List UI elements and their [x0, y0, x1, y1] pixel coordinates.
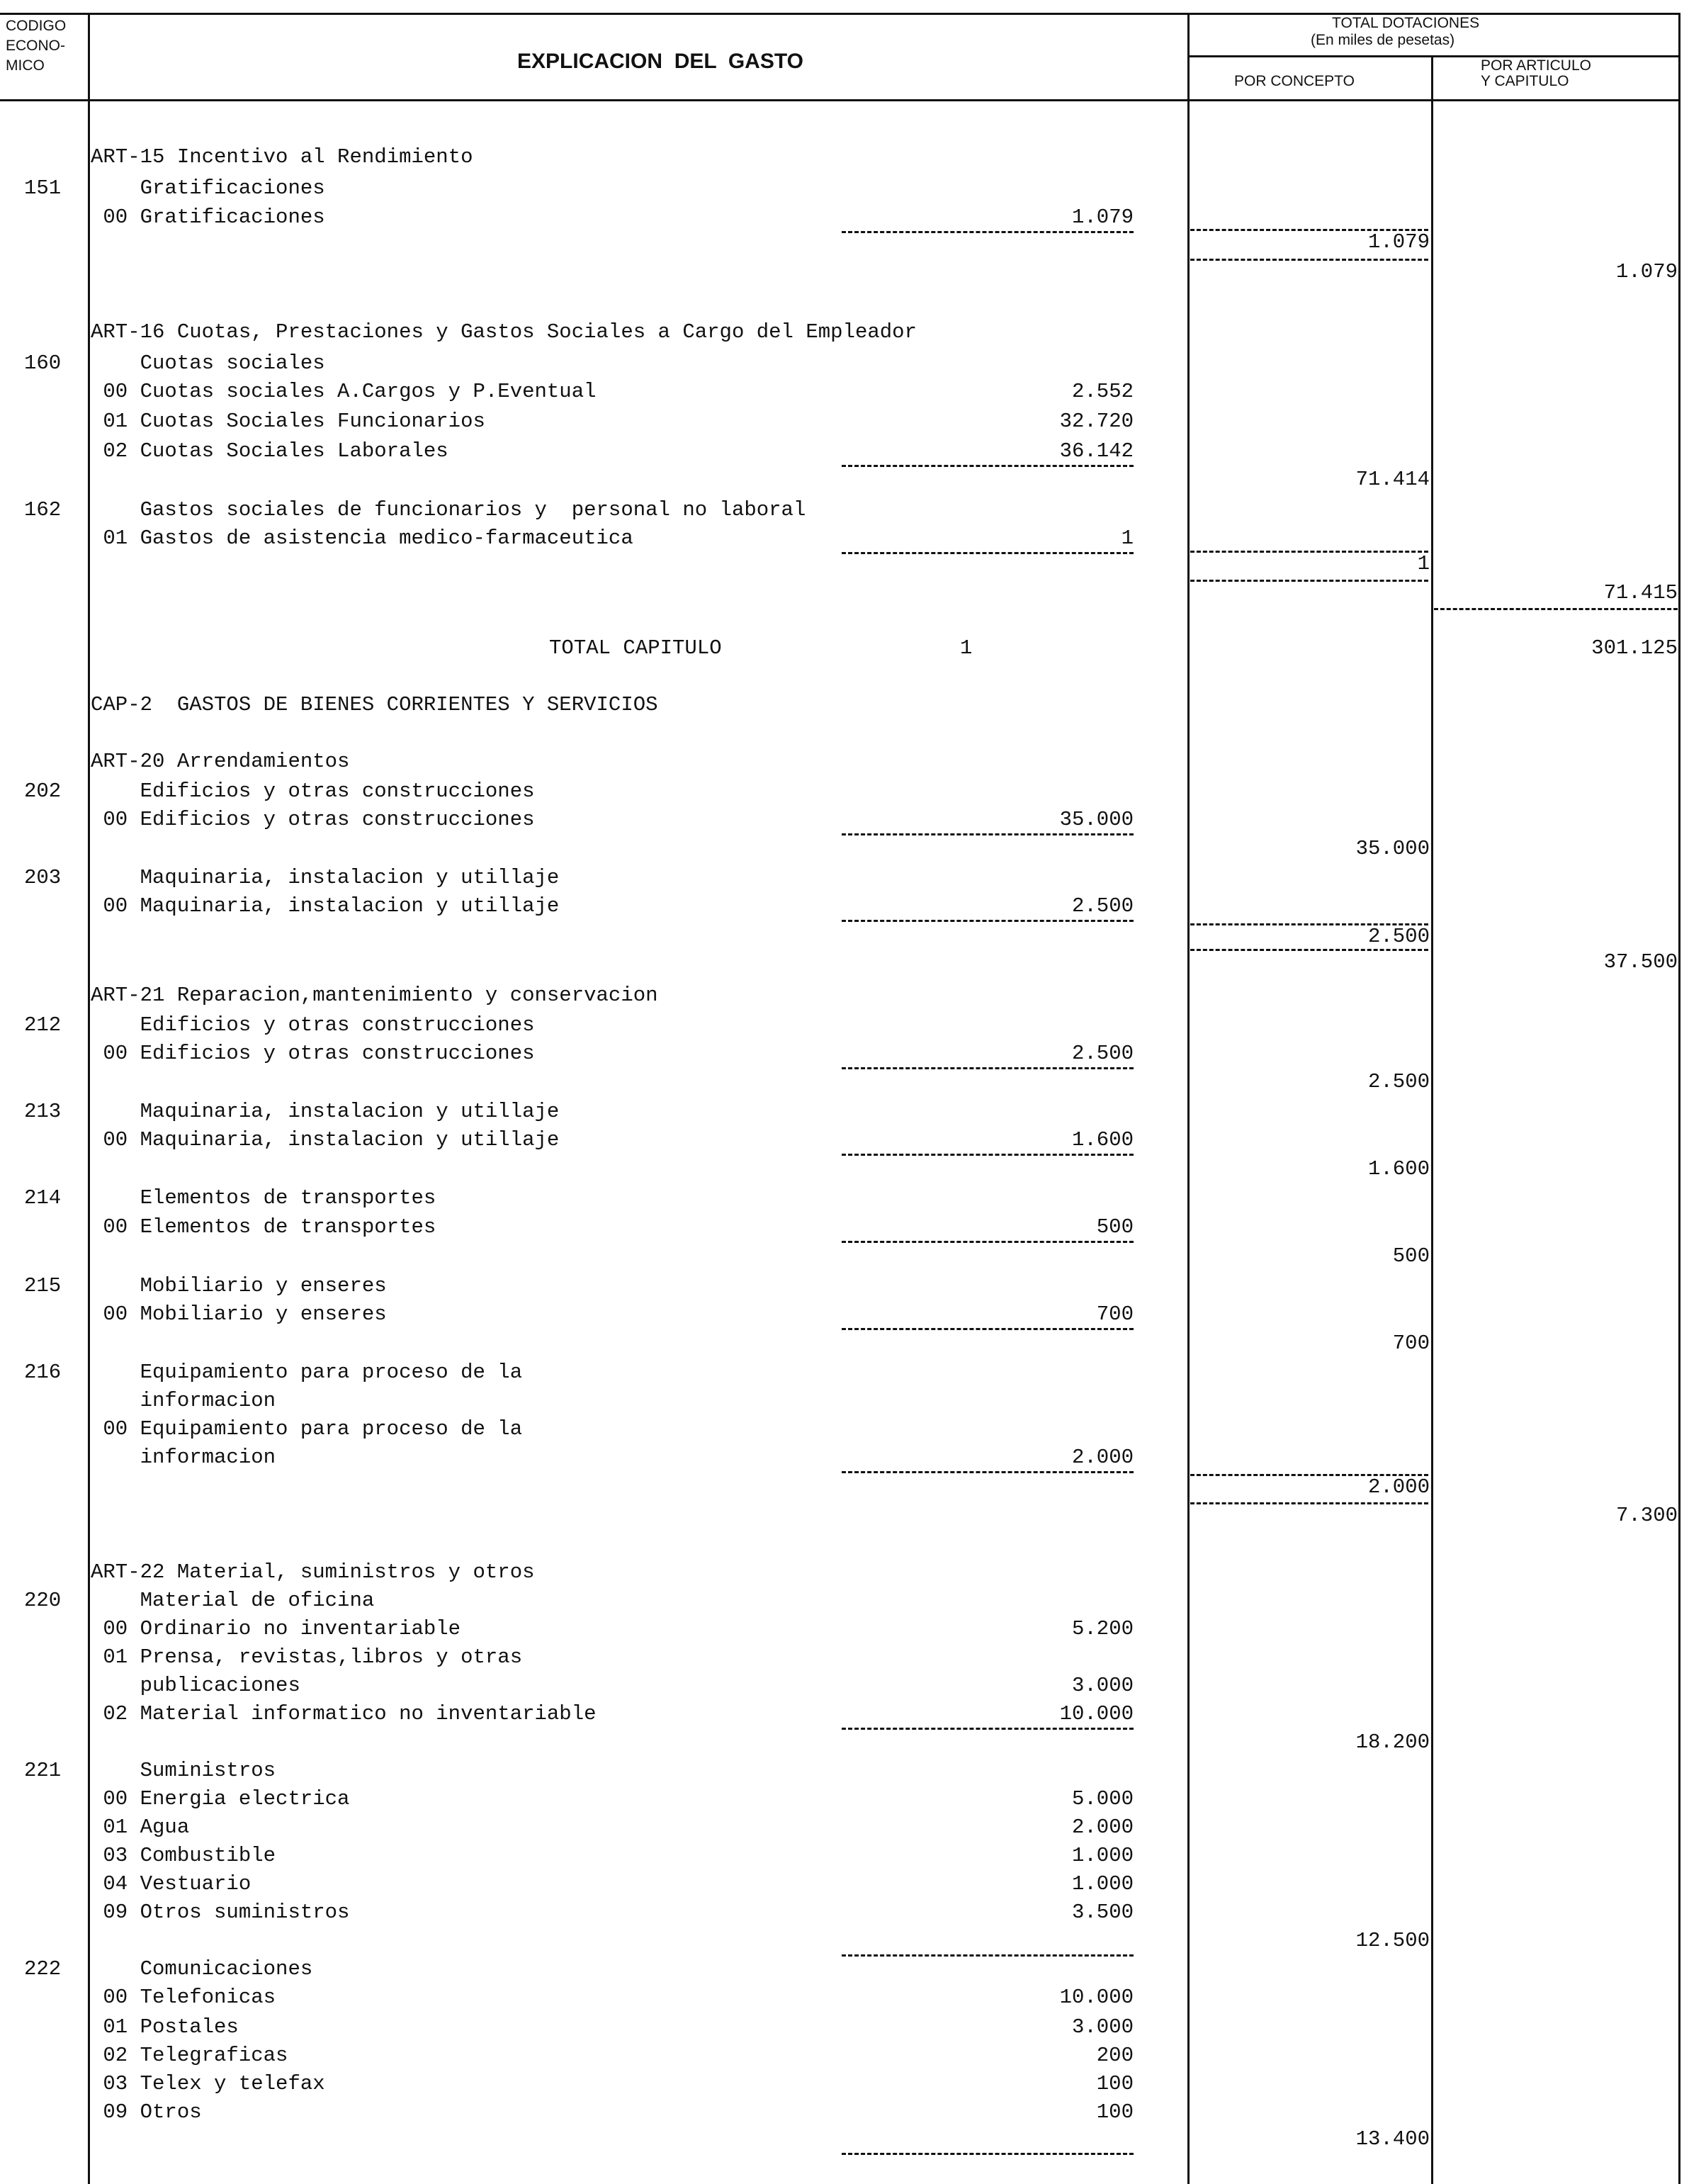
line-amount: 2.000 [1071, 1816, 1134, 1839]
budget-line-text: Comunicaciones [91, 1957, 313, 1981]
concepto-total: 1.600 [1367, 1157, 1430, 1181]
header-top-rule [0, 13, 1680, 15]
budget-line-text: 00 Maquinaria, instalacion y utillaje [91, 894, 560, 918]
budget-line-text: 01 Cuotas Sociales Funcionarios [91, 410, 485, 433]
subtotal-dash-rule [842, 1728, 1134, 1730]
subtotal-dash-rule [842, 465, 1134, 467]
budget-line-text: Elementos de transportes [91, 1186, 436, 1210]
line-amount: 36.142 [1059, 439, 1134, 463]
concepto-total: 71.414 [1355, 468, 1430, 491]
concepto-total: 2.000 [1367, 1475, 1430, 1499]
concepto-dash-rule [1190, 259, 1428, 261]
concepto-dash-rule [1190, 949, 1428, 951]
concepto-total: 700 [1392, 1332, 1430, 1355]
right-border-line [1678, 13, 1680, 2184]
line-amount: 5.000 [1071, 1787, 1134, 1811]
budget-code: 160 [24, 351, 62, 375]
totals-title: TOTAL DOTACIONES [1332, 15, 1480, 31]
budget-line-text: Maquinaria, instalacion y utillaje [91, 866, 560, 889]
articulo-total: 1.079 [1615, 260, 1678, 283]
concepto-total: 35.000 [1355, 837, 1430, 860]
concepto-dash-rule [1190, 1474, 1428, 1476]
chapter-total-label: TOTAL CAPITULO [549, 636, 722, 660]
budget-line-text: ART-22 Material, suministros y otros [91, 1560, 535, 1584]
articulo-dash-rule [1434, 608, 1678, 610]
budget-line-text: 00 Ordinario no inventariable [91, 1617, 461, 1640]
code-column-header-1: CODIGO [6, 18, 67, 34]
concepto-total: 1 [1417, 552, 1430, 575]
budget-line-text: 00 Energia electrica [91, 1787, 350, 1811]
budget-line-text: 00 Cuotas sociales A.Cargos y P.Eventual [91, 380, 597, 403]
subtotal-dash-rule [842, 1471, 1134, 1473]
budget-line-text: Gratificaciones [91, 176, 325, 200]
budget-line-text: Edificios y otras construcciones [91, 1013, 535, 1037]
line-amount: 2.500 [1071, 1042, 1134, 1065]
budget-code: 221 [24, 1759, 62, 1782]
subtotal-dash-rule [842, 552, 1134, 554]
concepto-dash-rule [1190, 923, 1428, 925]
code-column-header-3: MICO [6, 57, 45, 74]
concepto-total: 1.079 [1367, 230, 1430, 254]
budget-line-text: ART-16 Cuotas, Prestaciones y Gastos Sociales a Cargo del Empleador [91, 320, 917, 344]
line-amount: 10.000 [1059, 1986, 1134, 2009]
subtotal-dash-rule [842, 231, 1134, 233]
subtotal-dash-rule [842, 1241, 1134, 1243]
totals-divider-rule [1187, 55, 1680, 57]
line-amount: 1.000 [1071, 1872, 1134, 1896]
budget-line-text: CAP-2 GASTOS DE BIENES CORRIENTES Y SERVICIOS [91, 693, 658, 716]
budget-line-text: 03 Combustible [91, 1844, 276, 1867]
code-column-header-2: ECONO- [6, 38, 65, 54]
budget-line-text: 01 Agua [91, 1816, 190, 1839]
budget-line-text: 09 Otros suministros [91, 1901, 350, 1924]
budget-line-text: Maquinaria, instalacion y utillaje [91, 1100, 560, 1123]
concepto-total: 13.400 [1355, 2127, 1430, 2151]
line-amount: 1 [1121, 527, 1134, 550]
line-amount: 2.500 [1071, 894, 1134, 918]
budget-code: 202 [24, 779, 62, 803]
line-amount: 5.200 [1071, 1617, 1134, 1640]
budget-line-text: 02 Cuotas Sociales Laborales [91, 439, 448, 463]
budget-line-text: 01 Gastos de asistencia medico-farmaceutica [91, 527, 633, 550]
budget-line-text: ART-20 Arrendamientos [91, 750, 350, 773]
budget-line-text: 00 Edificios y otras construcciones [91, 808, 535, 831]
budget-code: 222 [24, 1957, 62, 1981]
budget-line-text: 04 Vestuario [91, 1872, 252, 1896]
budget-line-text: 09 Otros [91, 2100, 202, 2124]
line-amount: 700 [1096, 1302, 1134, 1326]
explanation-column-line [1187, 13, 1190, 2184]
budget-line-text: 02 Material informatico no inventariable [91, 1702, 597, 1726]
concepto-total: 18.200 [1355, 1730, 1430, 1754]
line-amount: 3.000 [1071, 2015, 1134, 2039]
line-amount: 10.000 [1059, 1702, 1134, 1726]
budget-line-text: Mobiliario y enseres [91, 1274, 387, 1298]
subtotal-dash-rule [842, 1154, 1134, 1156]
line-amount: 3.500 [1071, 1901, 1134, 1924]
budget-line-text: 01 Prensa, revistas,libros y otras [91, 1645, 523, 1669]
line-amount: 1.600 [1071, 1128, 1134, 1152]
concepto-dash-rule [1190, 580, 1428, 582]
por-articulo-header-2: Y CAPITULO [1481, 73, 1569, 89]
budget-line-text: Material de oficina [91, 1589, 375, 1612]
line-amount: 1.079 [1071, 206, 1134, 229]
line-amount: 3.000 [1071, 1674, 1134, 1697]
line-amount: 100 [1096, 2100, 1134, 2124]
line-amount: 32.720 [1059, 410, 1134, 433]
budget-line-text: Edificios y otras construcciones [91, 779, 535, 803]
budget-line-text: Cuotas sociales [91, 351, 325, 375]
budget-code: 203 [24, 866, 62, 889]
articulo-total: 301.125 [1591, 636, 1678, 660]
concepto-column-line [1431, 55, 1433, 2184]
concepto-total: 2.500 [1367, 1070, 1430, 1093]
budget-code: 213 [24, 1100, 62, 1123]
concepto-dash-rule [1190, 1502, 1428, 1504]
budget-code: 212 [24, 1013, 62, 1037]
line-amount: 2.552 [1071, 380, 1134, 403]
code-column-line [88, 13, 90, 2184]
totals-subtitle: (En miles de pesetas) [1311, 32, 1455, 48]
subtotal-dash-rule [842, 2153, 1134, 2155]
budget-line-text: 02 Telegraficas [91, 2044, 288, 2067]
page-title: EXPLICACION DEL GASTO [517, 50, 803, 73]
line-amount: 500 [1096, 1215, 1134, 1239]
budget-line-text: publicaciones [91, 1674, 300, 1697]
budget-line-text: 00 Elementos de transportes [91, 1215, 436, 1239]
budget-line-text: ART-21 Reparacion,mantenimiento y conservacion [91, 984, 658, 1007]
articulo-total: 7.300 [1615, 1504, 1678, 1527]
budget-code: 220 [24, 1589, 62, 1612]
budget-line-text: 00 Maquinaria, instalacion y utillaje [91, 1128, 560, 1152]
subtotal-dash-rule [842, 920, 1134, 922]
budget-line-text: 00 Telefonicas [91, 1986, 276, 2009]
concepto-dash-rule [1190, 551, 1428, 553]
budget-line-text: Gastos sociales de funcionarios y personal no laboral [91, 498, 806, 522]
subtotal-dash-rule [842, 1328, 1134, 1330]
por-concepto-header: POR CONCEPTO [1234, 73, 1355, 89]
concepto-total: 12.500 [1355, 1929, 1430, 1952]
chapter-number: 1 [960, 636, 973, 660]
budget-line-text: 03 Telex y telefax [91, 2072, 325, 2095]
budget-line-text: 00 Mobiliario y enseres [91, 1302, 387, 1326]
subtotal-dash-rule [842, 1067, 1134, 1069]
budget-line-text: 00 Equipamiento para proceso de la [91, 1417, 523, 1441]
budget-code: 214 [24, 1186, 62, 1210]
budget-line-text: ART-15 Incentivo al Rendimiento [91, 145, 473, 169]
por-articulo-header-1: POR ARTICULO [1481, 57, 1591, 74]
budget-line-text: informacion [91, 1389, 276, 1412]
header-bottom-rule [0, 99, 1680, 101]
concepto-total: 2.500 [1367, 925, 1430, 948]
budget-line-text: 00 Edificios y otras construcciones [91, 1042, 535, 1065]
line-amount: 35.000 [1059, 808, 1134, 831]
budget-code: 215 [24, 1274, 62, 1298]
subtotal-dash-rule [842, 833, 1134, 835]
articulo-total: 71.415 [1603, 581, 1678, 604]
line-amount: 1.000 [1071, 1844, 1134, 1867]
budget-code: 151 [24, 176, 62, 200]
concepto-dash-rule [1190, 229, 1428, 231]
line-amount: 200 [1096, 2044, 1134, 2067]
budget-line-text: 01 Postales [91, 2015, 239, 2039]
concepto-total: 500 [1392, 1244, 1430, 1268]
line-amount: 2.000 [1071, 1446, 1134, 1469]
budget-line-text: 00 Gratificaciones [91, 206, 325, 229]
budget-line-text: Suministros [91, 1759, 276, 1782]
subtotal-dash-rule [842, 1954, 1134, 1957]
line-amount: 100 [1096, 2072, 1134, 2095]
budget-code: 216 [24, 1361, 62, 1384]
articulo-total: 37.500 [1603, 950, 1678, 974]
budget-line-text: informacion [91, 1446, 276, 1469]
budget-line-text: Equipamiento para proceso de la [91, 1361, 523, 1384]
budget-code: 162 [24, 498, 62, 522]
